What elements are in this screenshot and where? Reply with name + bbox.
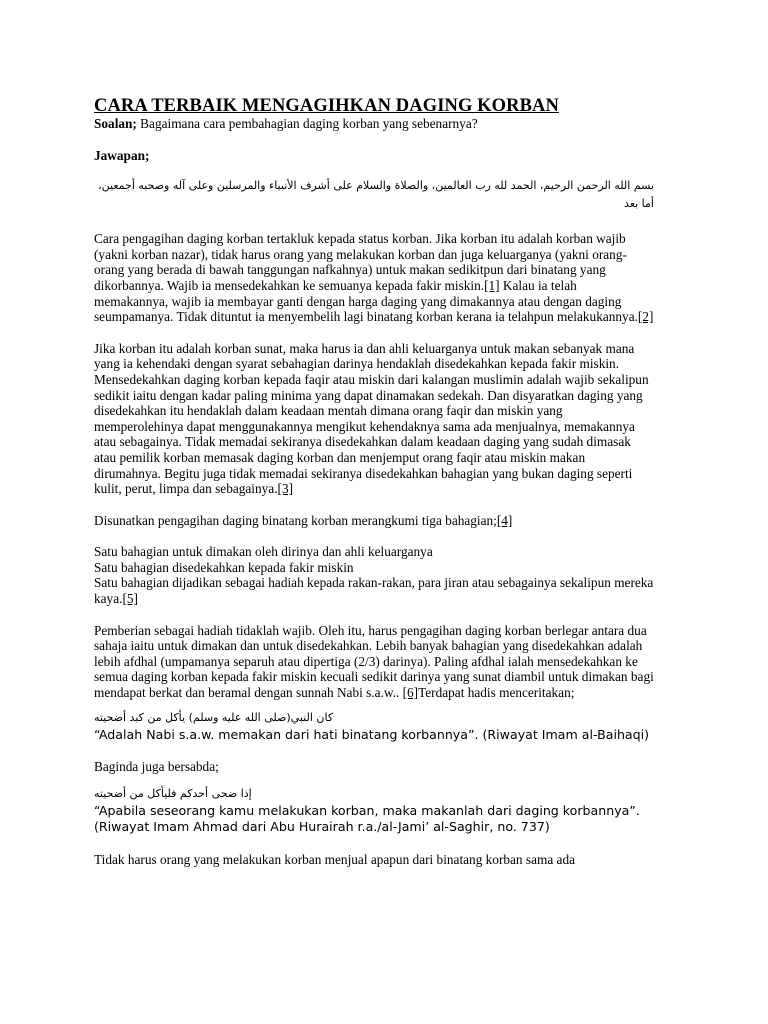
footnote-ref-2[interactable]: [2] xyxy=(637,309,654,325)
paragraph-6: Tidak harus orang yang melakukan korban menjual apapun dari binatang korban sama ada xyxy=(94,851,576,867)
paragraph-4-text-a: Pemberian sebagai hadiah tidaklah wajib. Oleh itu, harus pengagihan daging korban berlegar antara dua sahaja iaitu untuk dimakan dan untuk disedekahkan. Lebih banyak bahagian yang disedekahkan adalah lebih afdhal (umpamanya separuh atau dipertiga (2/3) darinya). Paling afdhal ialah mensedekahkan ke semua daging korban kepada fakir miskin kecuali sedikit darinya yang sunat diambil untuk dimakan bagi mendapat berkat dan beramal dengan sunnah Nabi s.a.w.. xyxy=(94,622,654,701)
list-item: Satu bahagian disedekahkan kepada fakir miskin xyxy=(94,559,354,575)
paragraph-5: Baginda juga bersabda; xyxy=(94,759,219,775)
paragraph-1-text-a: Cara pengagihan daging korban tertakluk kepada status korban. Jika korban itu adalah korban wajib (yakni korban nazar), tidak harus orang yang melakukan korban dan juga keluarganya (yakni orang-orang yang berada di bawah tanggungan nafkahnya) untuk makan sedikitpun dari binatang yang dikorbannya. Wajib ia mensedekahkan ke semuanya kepada fakir miskin. xyxy=(94,231,627,293)
hadith-2-arabic: إذا ضحى أحدكم فليأكل من أضحيته xyxy=(94,786,252,800)
question-text: Bagaimana cara pembahagian daging korban yang sebenarnya? xyxy=(136,116,478,131)
paragraph-2-text: Jika korban itu adalah korban sunat, maka harus ia dan ahli keluarganya untuk makan sebanyak mana yang ia kehendaki dengan syarat sebahagian darinya hendaklah disedekahkan kepada fakir miskin. Mensedekahkan daging korban kepada faqir atau miskin dari kalangan muslimin adalah wajib sekalipun sedikit iaitu dengan kadar paling minima yang dapat dinamakan sedekah. Dan disyaratkan daging yang disedekahkan itu hendaklah dalam keadaan mentah dimana orang faqir dan miskin yang memperolehinya dapat menggunakannya mengikut kehendaknya sama ada menjualnya, memakannya atau sebagainya. Tidak memadai sekiranya disedekahkan dalam keadaan daging yang sudah dimasak atau pemilik korban memasak daging korban dan menjemput orang faqir atau miskin makan dirumahnya. Begitu juga tidak memadai sekiranya disedekahkan bahagian yang bukan daging seperti kulit, perut, limpa dan sebagainya. xyxy=(94,340,649,497)
footnote-ref-1[interactable]: [1] xyxy=(484,277,500,293)
paragraph-3-text: Disunatkan pengagihan daging binatang korban merangkumi tiga bahagian; xyxy=(94,512,497,528)
question xyxy=(94,116,654,132)
paragraph-2 xyxy=(94,341,654,497)
list-item: Satu bahagian untuk dimakan oleh dirinya dan ahli keluarganya xyxy=(94,544,433,560)
question-label: Soalan; xyxy=(94,116,137,131)
paragraph-4-text-b: Terdapat hadis menceritakan; xyxy=(418,685,575,701)
paragraph-3 xyxy=(94,513,654,529)
paragraph-1 xyxy=(94,231,654,325)
footnote-ref-3[interactable]: [3] xyxy=(277,481,294,497)
hadith-1-arabic: كان النبي(صلى الله عليه وسلم) يأكل من كبد أضحيته xyxy=(94,710,334,724)
footnote-ref-4[interactable]: [4] xyxy=(496,512,513,528)
hadith-2-translation: “Apabila seseorang kamu melakukan korban, maka makanlah dari daging korbannya”. (Riwayat Imam Ahmad dari Abu Hurairah r.a./al-Jami’ al-Saghir, no. 737) xyxy=(94,802,640,835)
arabic-opening: بسم الله الرحمن الرحيم، الحمد لله رب العالمين، والصلاة والسلام على أشرف الأنبياء والمرسلين وعلى آله وصحبه أجمعين، أما بعد xyxy=(98,179,654,211)
footnote-ref-5[interactable]: [5] xyxy=(122,591,138,607)
document-content xyxy=(94,96,654,867)
distribution-list xyxy=(94,544,654,606)
page-title: CARA TERBAIK MENGAGIHKAN DAGING KORBAN xyxy=(94,96,559,116)
answer-label: Jawapan; xyxy=(94,147,150,163)
paragraph-4 xyxy=(94,623,654,701)
footnote-ref-6[interactable]: [6] xyxy=(402,685,419,701)
hadith-1-translation: “Adalah Nabi s.a.w. memakan dari hati binatang korbannya”. (Riwayat Imam al-Baihaqi) xyxy=(94,726,650,742)
paragraph-1-text-b: Kalau ia telah memakannya, wajib ia membayar ganti dengan harga daging yang dimakannya atau dengan daging seumpamanya. Tidak dituntut ia menyembelih lagi binatang korban kerana ia telahpun melakukannya. xyxy=(94,277,638,325)
list-item: Satu bahagian dijadikan sebagai hadiah kepada rakan-rakan, para jiran atau sebagainya sekalipun mereka kaya.[5] xyxy=(94,575,654,607)
